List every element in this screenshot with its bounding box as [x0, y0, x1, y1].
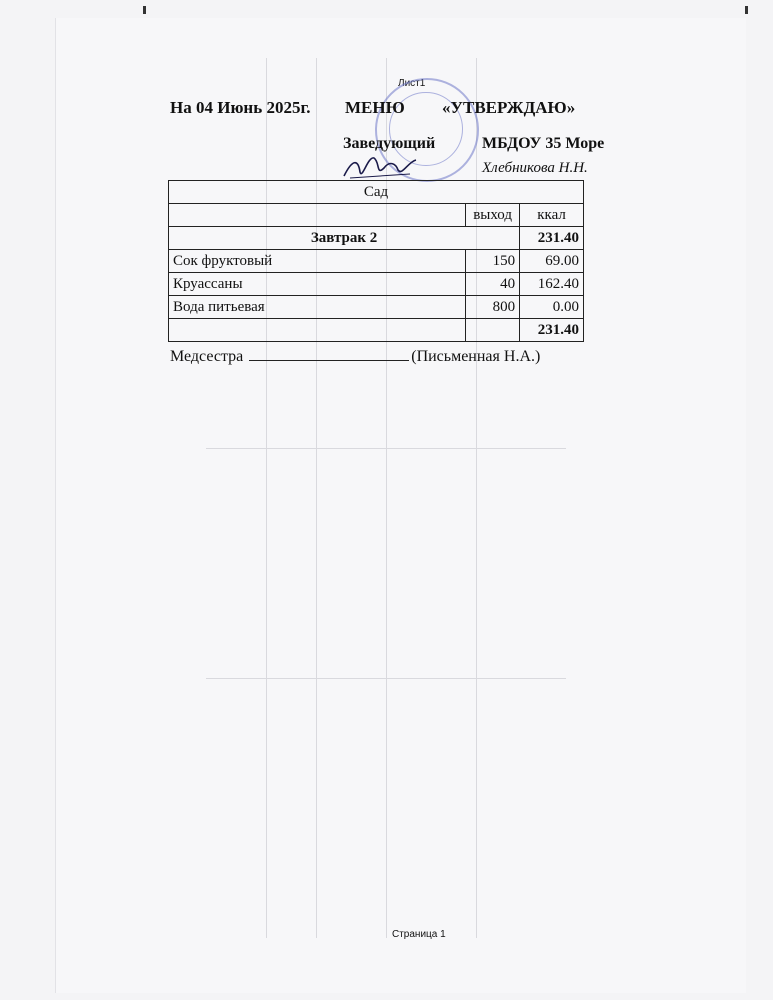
bleed-through-line: [206, 448, 566, 449]
dish-name: Вода питьевая: [169, 296, 466, 319]
meal-name: Завтрак 2: [169, 227, 520, 250]
organization-name: МБДОУ 35 Море: [482, 135, 605, 152]
total-kcal: 231.40: [520, 319, 584, 342]
menu-table: [168, 180, 584, 342]
signature-blank: [249, 346, 409, 361]
table-title-row: [169, 181, 584, 204]
menu-date: На 04 Июнь 2025г.: [170, 98, 311, 117]
dish-name: Круассаны: [169, 273, 466, 296]
table-row: [169, 296, 584, 319]
page-footer: Страница 1: [392, 929, 446, 940]
dish-output: 40: [466, 273, 520, 296]
scan-mark: [745, 6, 748, 14]
table-header-empty: [169, 204, 466, 227]
approver-role: Заведующий: [343, 135, 436, 152]
bleed-through-line: [206, 678, 566, 679]
table-title: Сад: [169, 181, 584, 204]
total-output-empty: [466, 319, 520, 342]
column-header-kcal: ккал: [520, 204, 584, 227]
dish-kcal: 69.00: [520, 250, 584, 273]
approval-title: «УТВЕРЖДАЮ»: [442, 98, 576, 117]
dish-name: Сок фруктовый: [169, 250, 466, 273]
meal-kcal: 231.40: [520, 227, 584, 250]
nurse-name: (Письменная Н.А.): [411, 348, 541, 365]
table-row: [169, 273, 584, 296]
total-row: [169, 319, 584, 342]
nurse-signature-line: [170, 346, 540, 366]
menu-title: МЕНЮ: [345, 98, 405, 117]
total-empty: [169, 319, 466, 342]
dish-output: 150: [466, 250, 520, 273]
signature-icon: [340, 150, 420, 184]
scan-mark: [143, 6, 146, 14]
sheet-label: Лист1: [398, 78, 426, 89]
dish-output: 800: [466, 296, 520, 319]
table-row: [169, 250, 584, 273]
column-header-output: выход: [466, 204, 520, 227]
meal-row: [169, 227, 584, 250]
approver-name: Хлебникова Н.Н.: [482, 160, 588, 176]
dish-kcal: 162.40: [520, 273, 584, 296]
nurse-label: Медсестра: [170, 348, 244, 365]
dish-kcal: 0.00: [520, 296, 584, 319]
table-header-row: [169, 204, 584, 227]
